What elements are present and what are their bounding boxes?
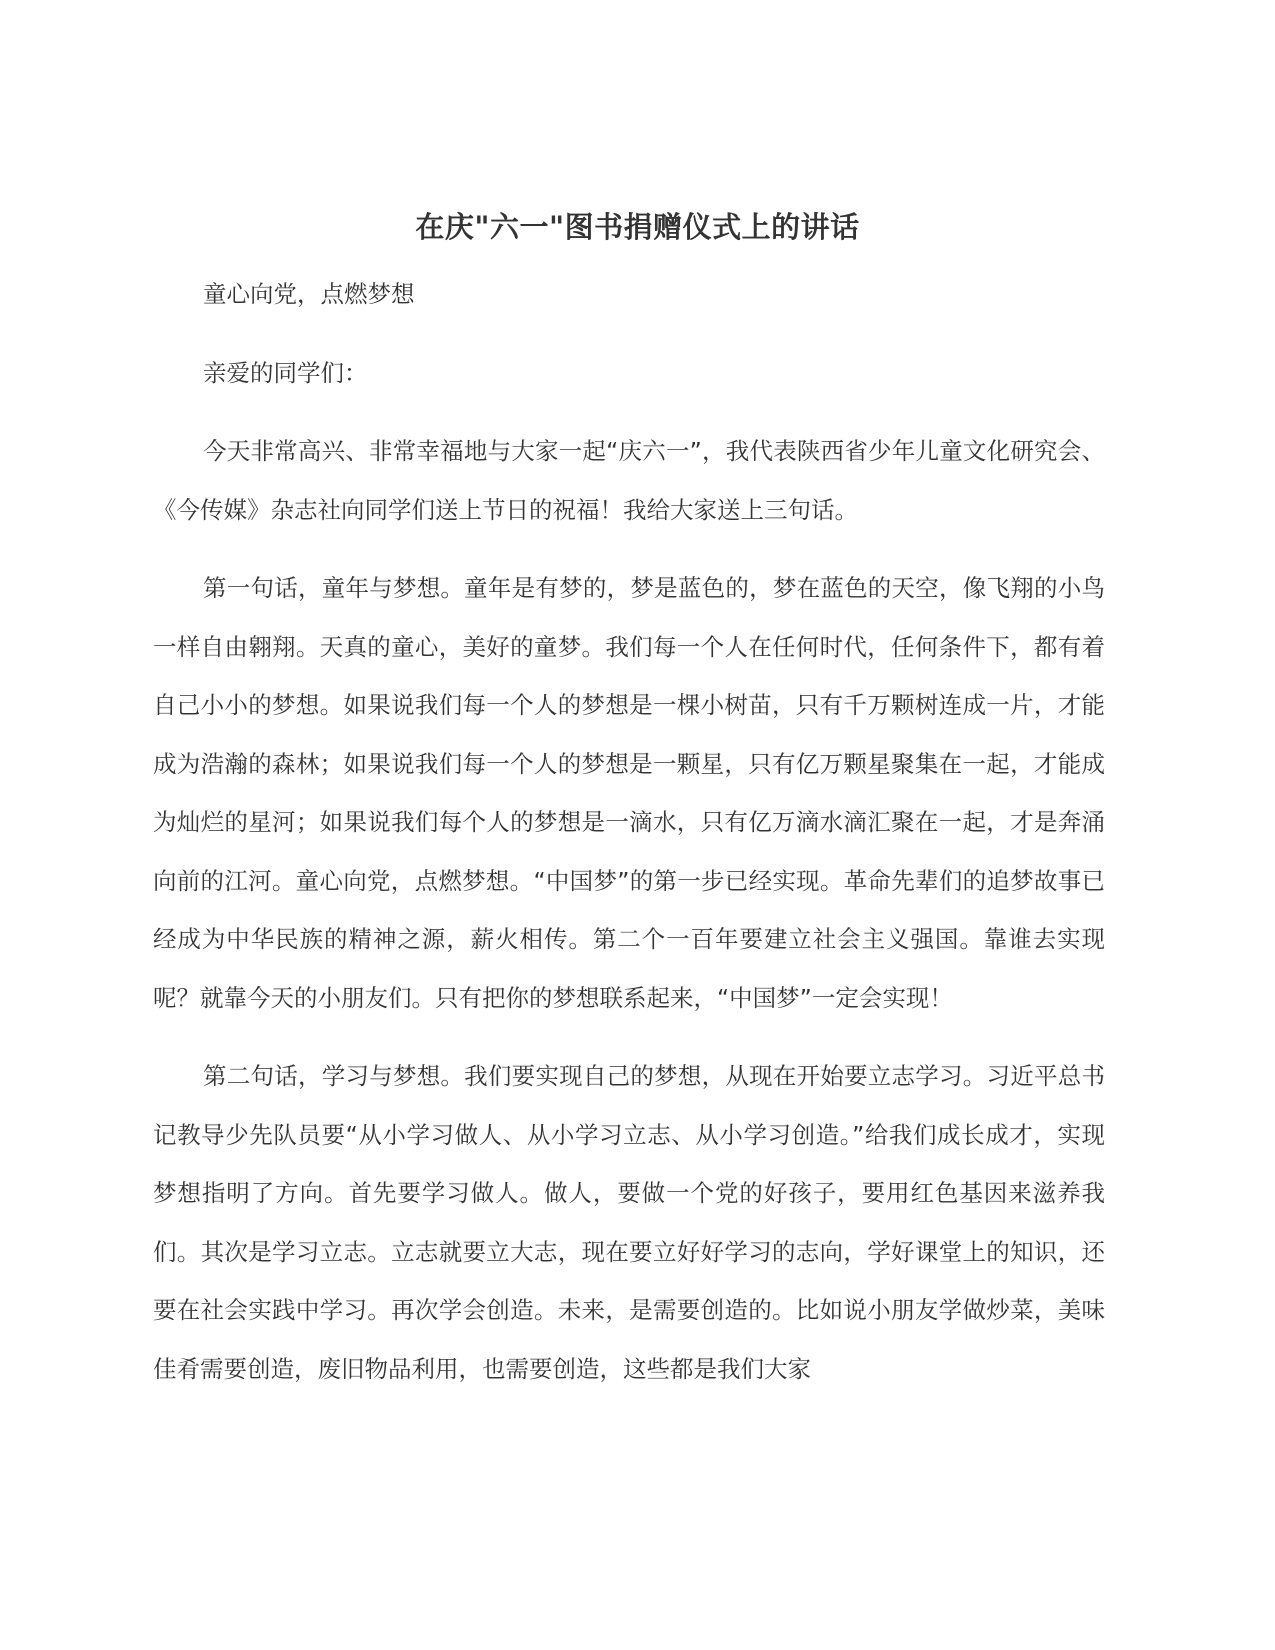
salutation-paragraph: 亲爱的同学们： [203,358,368,387]
document-body [153,265,1105,1418]
first-point-paragraph: 第一句话，童年与梦想。童年是有梦的，梦是蓝色的，梦在蓝色的天空，像飞翔的小鸟一样自由翱翔。天真的童心，美好的童梦。我们每一个人在任何时代，任何条件下，都有着自己小小的梦想。如果说我们每一个人的梦想是一棵小树苗，只有千万颗树连成一片，才能成为浩瀚的森林；如果说我们每一个人的梦想是一颗星，只有亿万颗星聚集在一起，才能成为灿烂的星河；如果说我们每个人的梦想是一滴水，只有亿万滴水滴汇聚在一起，才是奔涌向前的江河。童心向党，点燃梦想。“中国梦”的第一步已经实现。革命先辈们的追梦故事已经成为中华民族的精神之源，薪火相传。第二个一百年要建立社会主义强国。靠谁去实现呢？就靠今天的小朋友们。只有把你的梦想联系起来，“中国梦”一定会实现！ [153,574,1105,1012]
second-point-paragraph: 第二句话，学习与梦想。我们要实现自己的梦想，从现在开始要立志学习。习近平总书记教导少先队员要“从小学习做人、从小学习立志、从小学习创造。”给我们成长成才，实现梦想指明了方向。首先要学习做人。做人，要做一个党的好孩子，要用红色基因来滋养我们。其次是学习立志。立志就要立大志，现在要立好好学习的志向，学好课堂上的知识，还要在社会实践中学习。再次学会创造。未来，是需要创造的。比如说小朋友学做炒菜，美味佳肴需要创造，废旧物品利用，也需要创造，这些都是我们大家 [153,1062,1105,1383]
intro-paragraph: 今天非常高兴、非常幸福地与大家一起“庆六一”，我代表陕西省少年儿童文化研究会、《今传媒》杂志社向同学们送上节日的祝福！我给大家送上三句话。 [153,437,1105,524]
document-title: 在庆"六一"图书捐赠仪式上的讲话 [415,210,860,245]
subtitle-paragraph: 童心向党，点燃梦想 [203,280,415,308]
